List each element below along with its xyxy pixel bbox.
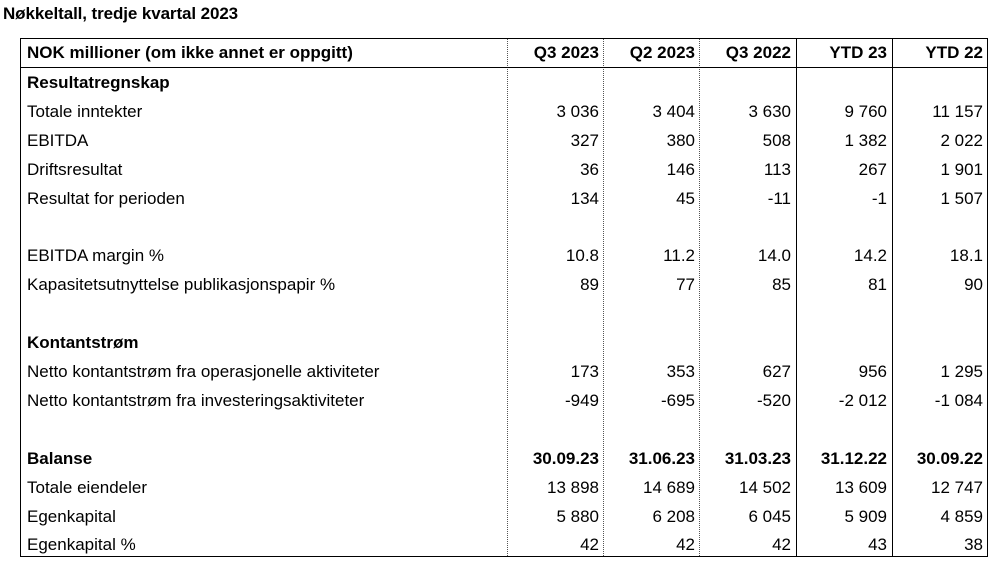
row-value: 380 xyxy=(666,130,695,150)
row-value: 31.12.22 xyxy=(820,448,887,468)
row-value: 85 xyxy=(772,275,791,295)
row-label: Totale eiendeler xyxy=(27,477,148,497)
row-label: Balanse xyxy=(27,448,93,468)
row-value: 1 901 xyxy=(940,159,983,179)
row-value: 31.06.23 xyxy=(628,448,695,468)
row-value: -1 084 xyxy=(934,390,983,410)
row-label: EBITDA xyxy=(27,130,89,150)
row-value: 6 045 xyxy=(748,506,791,526)
row-value xyxy=(700,416,791,444)
row-value: 1 507 xyxy=(940,188,983,208)
row-value xyxy=(604,329,695,357)
table-row xyxy=(21,329,987,357)
row-value xyxy=(894,69,983,97)
table-header-row xyxy=(21,39,987,67)
row-value: 327 xyxy=(570,130,599,150)
row-value: 508 xyxy=(762,130,791,150)
row-value xyxy=(797,69,887,97)
table-row xyxy=(21,69,987,97)
row-value xyxy=(509,416,599,444)
row-label: Totale inntekter xyxy=(27,101,143,121)
row-value: 14.2 xyxy=(853,246,887,266)
row-value: 90 xyxy=(964,275,983,295)
header-label: NOK millioner (om ikke annet er oppgitt) xyxy=(27,43,353,62)
row-value xyxy=(797,300,887,328)
row-value: -949 xyxy=(564,390,599,410)
row-value: 11 157 xyxy=(932,101,983,121)
row-value: -520 xyxy=(756,390,791,410)
row-value: 13 898 xyxy=(547,477,599,497)
row-value: 146 xyxy=(666,159,695,179)
row-label: EBITDA margin % xyxy=(27,246,164,266)
row-value xyxy=(509,300,599,328)
row-value xyxy=(604,416,695,444)
row-value: 42 xyxy=(580,535,599,555)
row-value: 3 404 xyxy=(652,101,695,121)
row-value: -1 xyxy=(871,188,887,208)
row-value: 3 036 xyxy=(556,101,599,121)
table-row xyxy=(21,358,987,386)
table-row xyxy=(21,503,987,531)
table-row xyxy=(21,156,987,184)
row-value: 173 xyxy=(570,362,599,381)
row-value xyxy=(797,214,887,242)
table-row xyxy=(21,271,987,299)
table-row xyxy=(21,300,987,328)
row-label: Resultatregnskap xyxy=(27,73,170,92)
row-value xyxy=(604,69,695,97)
row-label: Driftsresultat xyxy=(27,159,123,179)
row-value: 11.2 xyxy=(663,246,695,266)
row-value xyxy=(894,300,983,328)
table-row xyxy=(21,387,987,415)
row-value xyxy=(894,416,983,444)
header-col-ytd-22: YTD 22 xyxy=(925,43,983,62)
row-value xyxy=(700,69,791,97)
row-value xyxy=(604,300,695,328)
table-row xyxy=(21,185,987,213)
row-value xyxy=(509,329,599,357)
table-row xyxy=(21,474,987,502)
row-value: 14 502 xyxy=(739,477,791,497)
row-value: 956 xyxy=(858,362,887,381)
row-value: 36 xyxy=(580,159,599,179)
row-value: -2 012 xyxy=(838,390,887,410)
row-value xyxy=(509,69,599,97)
row-value: 353 xyxy=(666,362,695,381)
row-value: 42 xyxy=(676,535,695,555)
header-col-q2-2023: Q2 2023 xyxy=(629,43,695,62)
row-value: 5 909 xyxy=(844,506,887,526)
row-value: 42 xyxy=(772,535,791,555)
row-value xyxy=(700,329,791,357)
row-value xyxy=(797,416,887,444)
page-title: Nøkkeltall, tredje kvartal 2023 xyxy=(3,4,239,23)
row-label: Egenkapital xyxy=(27,506,116,526)
row-value xyxy=(509,214,599,242)
row-label: Netto kontantstrøm fra operasjonelle aktiviteter xyxy=(27,362,380,381)
row-value: 10.8 xyxy=(565,246,599,266)
row-value: 81 xyxy=(868,275,887,295)
key-figures-table xyxy=(20,38,988,557)
row-value: 5 880 xyxy=(556,506,599,526)
row-value xyxy=(604,214,695,242)
table-row xyxy=(21,242,987,270)
header-col-q3-2023: Q3 2023 xyxy=(533,43,599,62)
row-value: 89 xyxy=(580,275,599,295)
table-row xyxy=(21,445,987,473)
row-value: 30.09.23 xyxy=(532,448,599,468)
row-value: 1 382 xyxy=(844,130,887,150)
table-row xyxy=(21,98,987,126)
row-value: 9 760 xyxy=(844,101,887,121)
row-value xyxy=(700,300,791,328)
row-value: 1 295 xyxy=(940,362,983,381)
row-value: 6 208 xyxy=(652,506,695,526)
table-row xyxy=(21,531,987,559)
header-col-ytd-23: YTD 23 xyxy=(829,43,887,62)
row-value xyxy=(894,329,983,357)
row-value: 627 xyxy=(762,362,791,381)
row-label: Resultat for perioden xyxy=(27,188,185,208)
table-row xyxy=(21,214,987,242)
header-col-q3-2022: Q3 2022 xyxy=(725,43,791,62)
table-row xyxy=(21,416,987,444)
row-value: 30.09.22 xyxy=(916,448,983,468)
row-value: 45 xyxy=(676,188,695,208)
row-value: -695 xyxy=(660,390,695,410)
table-row xyxy=(21,127,987,155)
row-label: Kontantstrøm xyxy=(27,333,139,353)
row-value: 31.03.23 xyxy=(724,448,791,468)
header-divider xyxy=(21,67,987,68)
row-value: 2 022 xyxy=(940,130,983,150)
row-value: 18.1 xyxy=(949,246,983,266)
row-label: Kapasitetsutnyttelse publikasjonspapir % xyxy=(27,275,336,295)
row-value: 14.0 xyxy=(757,246,791,266)
row-value: 43 xyxy=(868,535,887,555)
row-value: 134 xyxy=(570,188,599,208)
row-value: 13 609 xyxy=(835,477,887,497)
row-value: 4 859 xyxy=(940,506,983,526)
row-value: 113 xyxy=(763,159,791,179)
row-value xyxy=(700,214,791,242)
row-value: 12 747 xyxy=(931,477,983,497)
row-value: 38 xyxy=(964,535,983,555)
row-value xyxy=(894,214,983,242)
row-value: 267 xyxy=(858,159,887,179)
row-label: Egenkapital % xyxy=(27,535,136,555)
row-value xyxy=(797,329,887,357)
row-value: 3 630 xyxy=(748,101,791,121)
row-value: -11 xyxy=(767,188,791,208)
row-value: 77 xyxy=(676,275,695,295)
row-label: Netto kontantstrøm fra investeringsaktiviteter xyxy=(27,390,365,410)
row-value: 14 689 xyxy=(643,477,695,497)
